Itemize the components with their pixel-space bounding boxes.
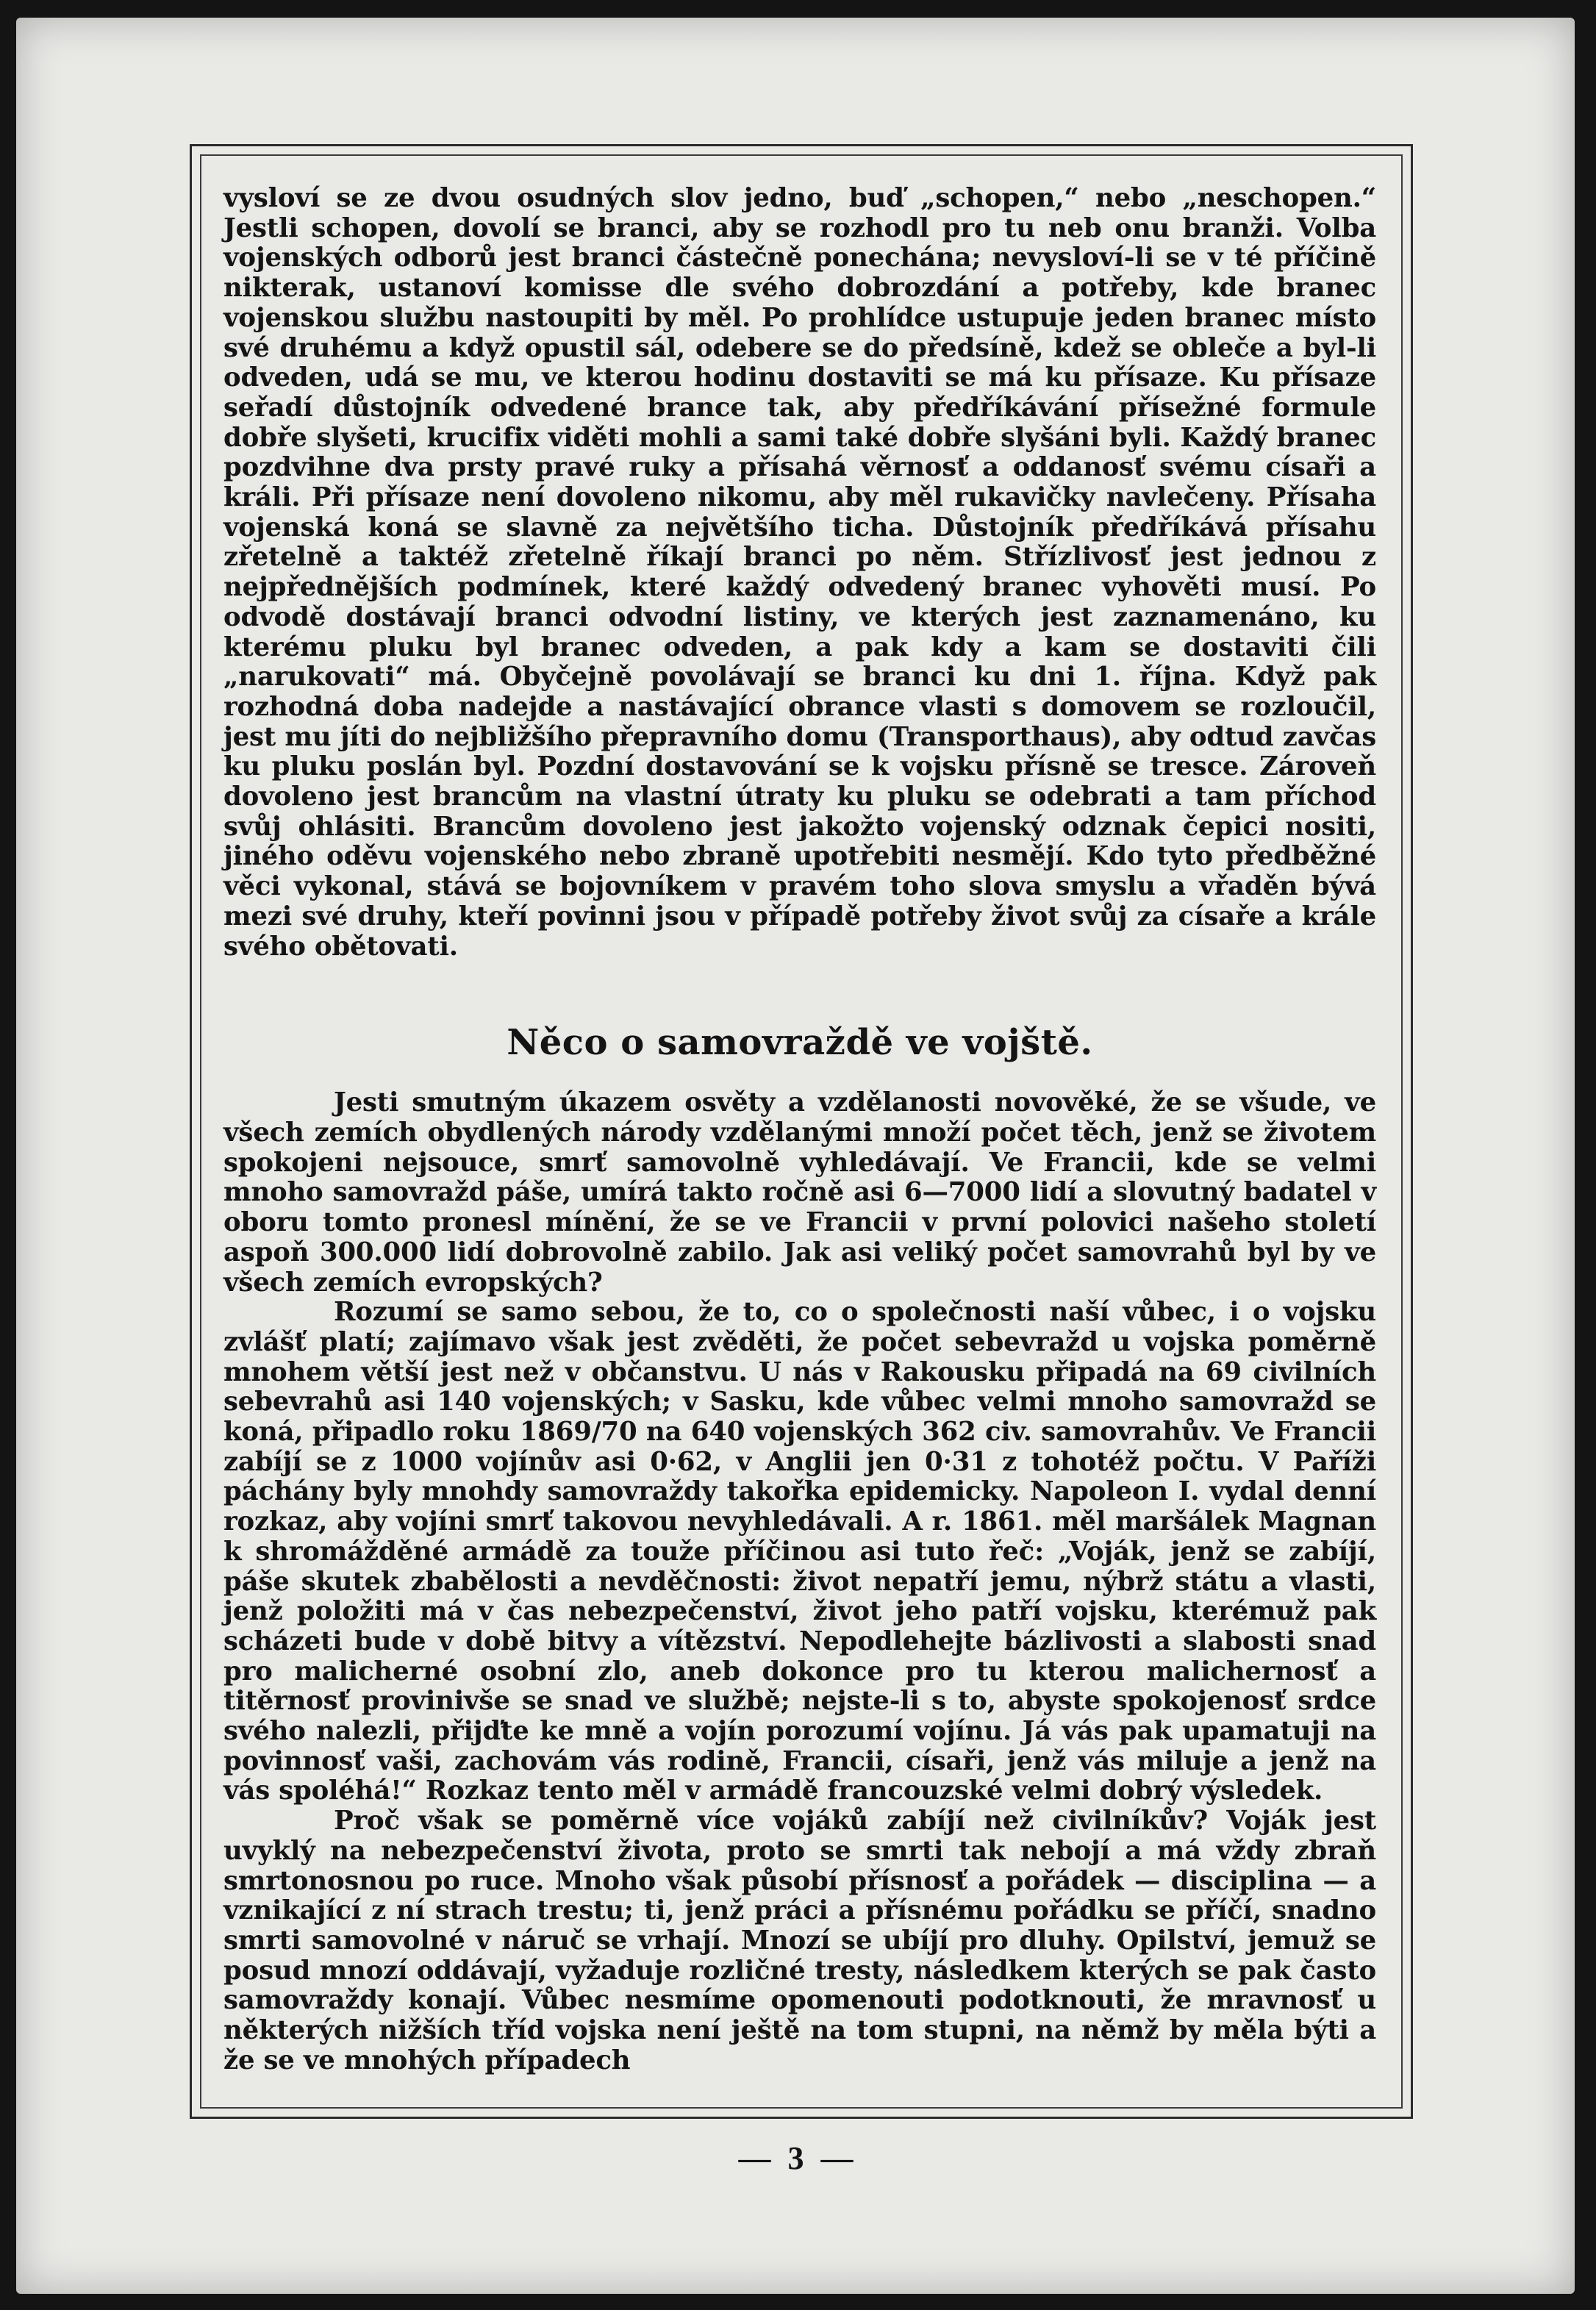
article-paragraph-3: Proč však se poměrně více vojáků zabíjí než civilníkův? Voják jest uvyklý na nebezpečenství života, proto se smrti tak nebojí a má vždy zbraň smrtonosnou po ruce. Mnoho však působí přísnosť a pořádek — disciplina — a vznikající z ní strach trestu; ti, jenž práci a přísnému pořádku se příčí, snadno smrti samovolné v náruč se vrhají. Mnozí se ubíjí pro dluhy. Opilství, jemuž se posud mnozí oddávají, vyžaduje rozličné tresty, následkem kterých se pak často samovraždy konají. Vůbec nesmíme opomenouti podotknouti, že mravnosť u některých nižších tříd vojska není ještě na tom stupni, na němž by měla býti a že se ve mnohých případech <box>223 1806 1376 2075</box>
article-title: Něco o samovraždě ve vojště. <box>507 1022 1093 1064</box>
article-paragraph-2: Rozumí se samo sebou, že to, co o společnosti naší vůbec, i o vojsku zvlášť platí; zajímavo však jest zvěděti, že počet sebevražd u vojska poměrně mnohem větší jest než v občanstvu. U nás v Rakousku připadá na 69 civilních sebevrahů asi 140 vojenských; v Sasku, kde vůbec velmi mnoho samovražd se koná, připadlo roku 1869/70 na 640 vojenských 362 civ. samovrahův. Ve Francii zabíjí se z 1000 vojínův asi 0·62, v Anglii jen 0·31 z tohotéž počtu. V Paříži páchány byly mnohdy samovraždy takořka epidemicky. Napoleon I. vydal denní rozkaz, aby vojíni smrť takovou nevyhledávali. A r. 1861. měl maršálek Magnan k shromážděné armádě za touže příčinou asi tuto řeč: „Voják, jenž se zabíjí, páše skutek zbabělosti a nevděčnosti: život nepatří jemu, nýbrž státu a vlasti, jenž položiti má v čas nebezpečenství, život jeho patří vojsku, kterémuž pak scházeti bude v době bitvy a vítězství. Nepodlehejte bázlivosti a slabosti snad pro malicherné osobní zlo, aneb dokonce pro tu kterou malichernosť a titěrnosť provinivše se snad ve službě; nejste-li s to, abyste spokojenosť srdce svého nalezli, přijďte ke mně a vojín porozumí vojínu. Já vás pak upamatuji na povinnosť vaši, zachovám vás rodině, Francii, císaři, jenž vás miluje a jenž na vás spoléhá!“ Rozkaz tento měl v armádě francouzské velmi dobrý výsledek. <box>223 1297 1376 1806</box>
page-number: — 3 — <box>738 2140 858 2176</box>
page-content <box>223 183 1376 2075</box>
continuation-paragraph: vysloví se ze dvou osudných slov jedno, buď „schopen,“ nebo „neschopen.“ Jestli schopen, dovolí se branci, aby se rozhodl pro tu neb onu branži. Volba vojenských odborů jest branci částečně ponechána; nevysloví-li se v té příčině nikterak, ustanoví komisse dle svého dobrozdání a potřeby, kde branec vojenskou službu nastoupiti by měl. Po prohlídce ustupuje jeden branec místo své druhému a když opustil sál, odebere se do předsíně, kdež se obleče a byl-li odveden, udá se mu, ve kterou hodinu dostaviti se má ku přísaze. Ku přísaze seřadí důstojník odvedené brance tak, aby předříkávání přísežné formule dobře slyšeti, krucifix viděti mohli a sami také dobře slyšáni byli. Každý branec pozdvihne dva prsty pravé ruky a přísahá věrnosť a oddanosť svému císaři a králi. Při přísaze není dovoleno nikomu, aby měl rukavičky navlečeny. Přísaha vojenská koná se slavně za největšího ticha. Důstojník předříkává přísahu zřetelně a taktéž zřetelně říkají branci po něm. Střízlivosť jest jednou z nejpřednějších podmínek, které každý odvedený branec vyhověti musí. Po odvodě dostávají branci odvodní listiny, ve kterých jest zaznamenáno, ku kterému pluku byl branec odveden, a pak kdy a kam se dostaviti čili „narukovati“ má. Obyčejně povolávají se branci ku dni 1. října. Když pak rozhodná doba nadejde a nastávající obrance vlasti s domovem se rozloučil, jest mu jíti do nejbližšího přepravního domu (Transporthaus), aby odtud zavčas ku pluku poslán byl. Pozdní dostavování se k vojsku přísně se tresce. Zároveň dovoleno jest brancům na vlastní útraty ku pluku se odebrati a tam příchod svůj ohlásiti. Brancům dovoleno jest jakožto vojenský odznak čepici nositi, jiného oděvu vojenského nebo zbraně upotřebiti nesmějí. Kdo tyto předběžné věci vykonal, stává se bojovníkem v pravém toho slova smyslu a vřaděn bývá mezi své druhy, kteří povinni jsou v případě potřeby život svůj za císaře a krále svého obětovati. <box>223 183 1376 962</box>
article-paragraph-1: Jesti smutným úkazem osvěty a vzdělanosti novověké, že se všude, ve všech zemích obydlených národy vzdělanými množí počet těch, jenž se životem spokojeni nejsouce, smrť samovolně vyhledávají. Ve Francii, kde se velmi mnoho samovražd páše, umírá takto ročně asi 6—7000 lidí a slovutný badatel v oboru tomto pronesl mínění, že se ve Francii v první polovici našeho století aspoň 300.000 lidí dobrovolně zabilo. Jak asi veliký počet samovrahů byl by ve všech zemích evropských? <box>223 1087 1376 1298</box>
